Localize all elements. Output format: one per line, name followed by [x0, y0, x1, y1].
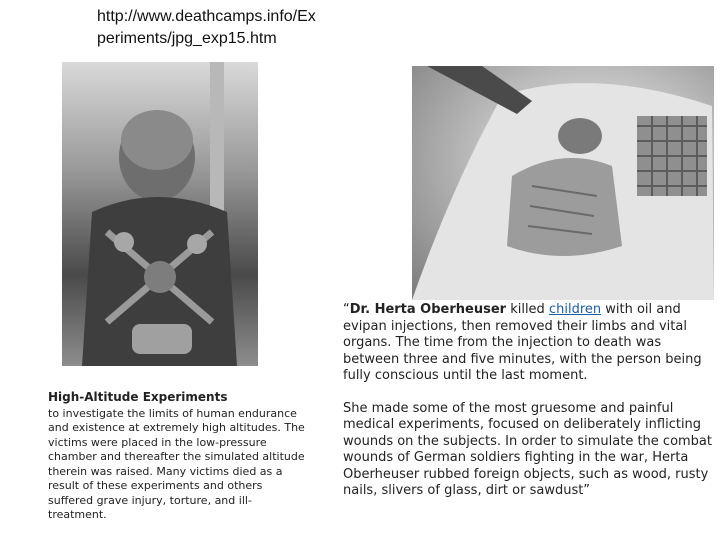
caption-title: High-Altitude Experiments: [48, 390, 228, 404]
quote-text-post-link: with oil and evipan injections, then removed their limbs and vital organs. The time from the injection to death was between three and five minutes, with the person being fully conscious until the last moment.: [343, 302, 702, 383]
quote-paragraph-1: [343, 302, 715, 385]
quote-paragraph-2: She made some of the most gruesome and painful medical experiments, focused on deliberately inflicting wounds on the subjects. In order to simulate the combat wounds of German soldiers fighting in the war, Herta Oberheuser rubbed foreign objects, such as wood, rusty nails, slivers of glass, dirt or sawdust”: [343, 400, 712, 498]
source-url: [97, 6, 397, 50]
url-line-2: periments/jpg_exp15.htm: [97, 30, 277, 47]
quote-person-name: Dr. Herta Oberheuser: [349, 302, 507, 317]
oberheuser-quote: [343, 302, 715, 516]
quote-text-pre-link: killed: [506, 302, 549, 317]
url-line-1: http://www.deathcamps.info/Ex: [97, 8, 316, 25]
caption-body: to investigate the limits of human endurance and existence at extremely high altitudes. The victims were placed in the low-pressure chamber and thereafter the simulated altitude therein was raised. Many victims died as a result of these experiments and others suffered grave injury, torture, and ill-treatment.: [48, 406, 305, 521]
injection-victim-photo: [412, 66, 714, 300]
high-altitude-caption: [48, 390, 310, 523]
photo-left-illustration: [62, 62, 258, 366]
photo-right-illustration: [412, 66, 714, 300]
children-link[interactable]: children: [548, 302, 602, 317]
quote-open-mark: “: [343, 302, 350, 317]
high-altitude-experiment-photo: [62, 62, 258, 366]
